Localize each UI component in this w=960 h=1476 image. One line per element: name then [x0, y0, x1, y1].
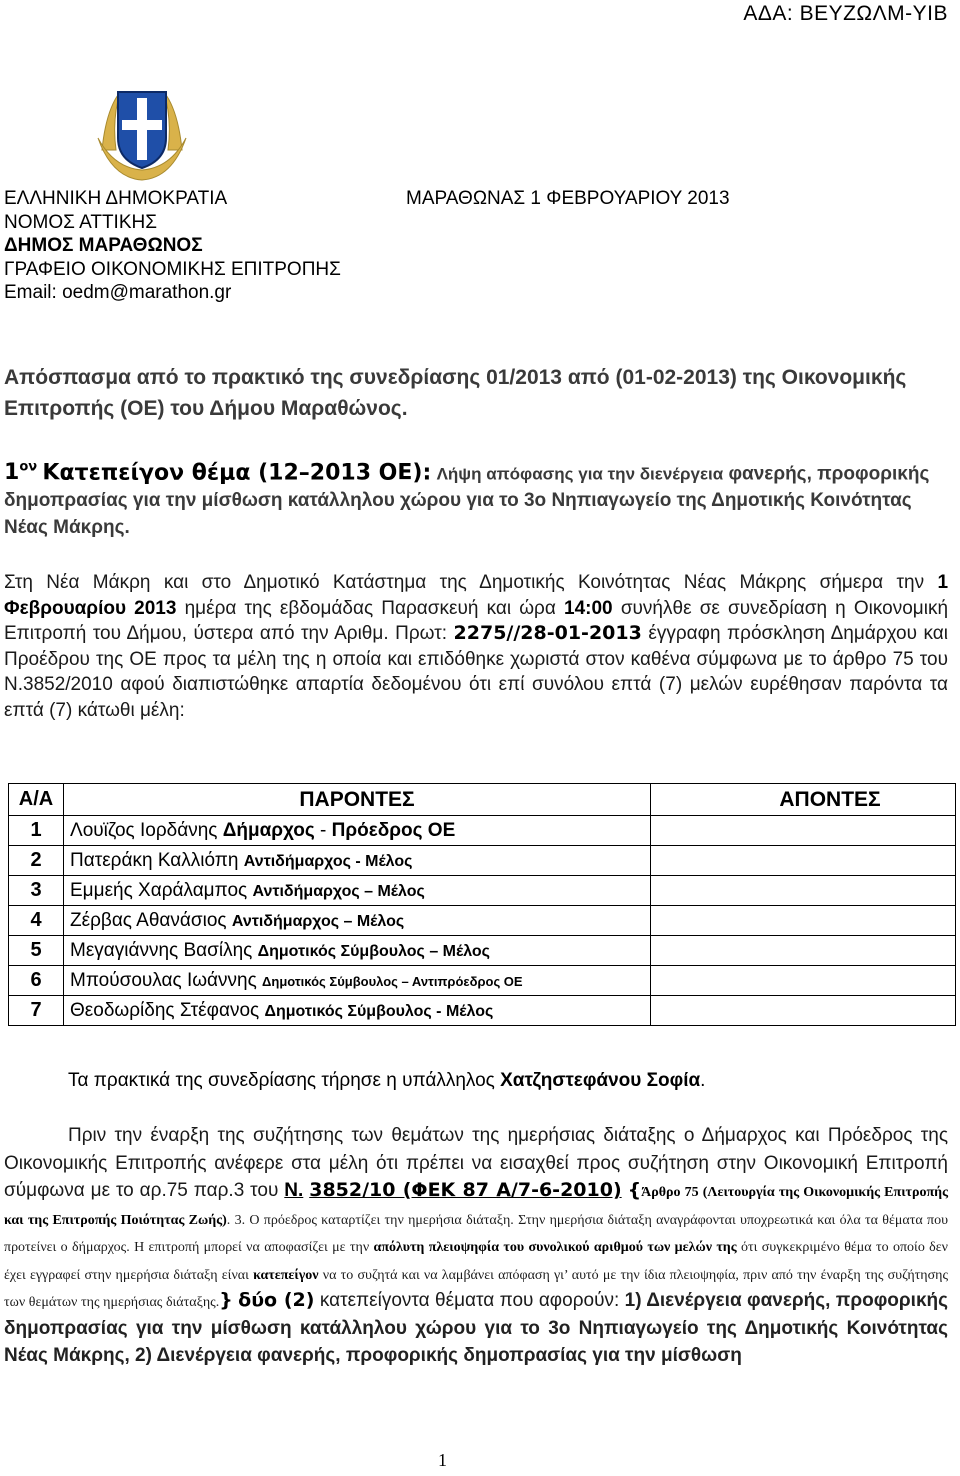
header-prefecture: ΝΟΜΟΣ ΑΤΤΙΚΗΣ	[4, 211, 157, 233]
protocol-number: 2275//28-01-2013	[453, 622, 642, 645]
table-row: 1 Λουϊζος Ιορδάνης Δήμαρχος - Πρόεδρος ΟΕ	[9, 816, 956, 846]
table-row: 3 Εμμεής Χαράλαμπος Αντιδήμαρχος – Μέλος	[9, 876, 956, 906]
col-aa: Α/Α	[9, 784, 64, 816]
attendance-table	[8, 783, 956, 1026]
law-reference: Ν.	[284, 1180, 304, 1201]
meeting-time: 14:00	[564, 597, 613, 619]
table-header-row	[9, 784, 956, 816]
header-republic: ΕΛΛΗΝΙΚΗ ΔΗΜΟΚΡΑΤΙΑ	[4, 188, 228, 209]
col-present: ΠΑΡΟΝΤΕΣ	[64, 784, 651, 816]
header-municipality: ΔΗΜΟΣ ΜΑΡΑΘΩΝΟΣ	[4, 235, 203, 256]
item-subject-first: Λήψη απόφασης για την διενέργεια	[436, 464, 724, 484]
excerpt-title: Απόσπασμα από το πρακτικό της συνεδρίασης 01/2013 από (01-02-2013) της Οικονομικής Επιτροπής (ΟΕ) του Δήμου Μαραθώνος.	[4, 366, 907, 420]
header-office: ΓΡΑΦΕΙΟ ΟΙΚΟΝΟΜΙΚΗΣ ΕΠΙΤΡΟΠΗΣ	[4, 258, 341, 280]
table-row: 7 Θεοδωρίδης Στέφανος Δημοτικός Σύμβουλος - Μέλος	[9, 996, 956, 1026]
document-date: ΜΑΡΑΘΩΝΑΣ 1 ΦΕΒΡΟΥΑΡΙΟΥ 2013	[406, 188, 730, 209]
table-row: 5 Μεγαγιάννης Βασίλης Δημοτικός Σύμβουλος – Μέλος	[9, 936, 956, 966]
table-row: 6 Μπούσουλας Ιωάννης Δημοτικός Σύμβουλος – Αντιπρόεδρος ΟΕ	[9, 966, 956, 996]
meeting-paragraph: Στη Νέα Μάκρη και στο Δημοτικό Κατάστημα της Δημοτικής Κοινότητας Νέας Μάκρης σήμερα την 1 Φεβρουαρίου 2013 ημέρα της εβδομάδας Παρασκευή και ώρα 14:00 συνήλθε σε συνεδρίαση η Οικονομική Επιτροπή του Δήμου, ύστερα από την Αριθμ. Πρωτ: 2275//28-01-2013 έγγραφη πρόσκληση Δημάρχου και Προέδρου της ΟΕ προς τα μέλη της η οποία και επιδόθηκε χωριστά στον καθένα σύμφωνα με το άρθρο 75 του Ν.3852/2010 αφού διαπιστώθηκε απαρτία δεδομένου ότι επί συνόλου επτά (7) μελών ευρέθησαν παρόντα τα επτά (7) κάτωθι μέλη:	[4, 572, 949, 721]
meeting-date: 1 Φεβρουαρίου 2013	[4, 572, 949, 619]
minutes-keeper-name: Χατζηστεφάνου Σοφία	[500, 1070, 701, 1091]
item-subject-rest: φανερής, προφορικής δημοπρασίας για την μίσθωση κατάλληλου χώρου για το 3ο Νηπιαγωγείο της Δημοτικής Κοινότητας Νέας Μάκρης.	[4, 463, 930, 539]
agenda-item-heading	[4, 454, 952, 541]
urgent-intro-paragraph: Πριν την έναρξη της συζήτησης των θεμάτων της ημερήσιας διάταξης ο Δήμαρχος και Πρόεδρος της Οικονομικής Επιτροπής ανέφερε στα μέλη ότι πρέπει να εισαχθεί προς συζήτηση στην Οικονομική Επιτροπή σύμφωνα με το αρ.75 παρ.3 του Ν. 3852/10 (ΦΕΚ 87 Α/7-6-2010) {Άρθρο 75 (Λειτουργία της Οικονομικής Επιτροπής και της Επιτροπής Ποιότητας Ζωής). 3. Ο πρόεδρος καταρτίζει την ημερήσια διάταξη. Στην ημερήσια διάταξη αναγράφονται υποχρεωτικά και όλα τα θέματα που προτείνει ο δήμαρχος. Η επιτροπή μπορεί να αποφασίζει με την απόλυτη πλειοψηφία του συνολικού αριθμού των μελών της ότι συγκεκριμένο θέμα το οποίο δεν έχει εγγραφεί στην ημερήσια διάταξη είναι κατεπείγον να το συζητά και να λαμβάνει απόφαση γι’ αυτό με την ίδια πλειοψηφία, πριν από την έναρξη της συζήτησης των θεμάτων της ημερήσιας διάταξης.} δύο (2) κατεπείγοντα θέματα που αφορούν: 1) Διενέργεια φανερής, προφορικής δημοπρασίας για την μίσθωση κατάλληλου χώρου για το 3ο Νηπιαγωγείο της Δημοτικής Κοινότητας Νέας Μάκρης, 2) Διενέργεια φανερής, προφορικής δημοπρασίας για την μίσθωση	[4, 1125, 949, 1366]
header-email: Email: oedm@marathon.gr	[4, 282, 232, 303]
ada-code: ΑΔΑ: ΒΕΥΖΩΛΜ-ΥΙΒ	[743, 2, 948, 25]
col-absent: ΑΠΟΝΤΕΣ	[651, 784, 956, 816]
table-row: 4 Ζέρβας Αθανάσιος Αντιδήμαρχος – Μέλος	[9, 906, 956, 936]
table-row: 2 Πατεράκη Καλλιόπη Αντιδήμαρχος - Μέλος	[9, 846, 956, 876]
issuer-header	[4, 187, 341, 305]
item-urgent-label: Κατεπείγον θέμα (12–2013 ΟΕ):	[42, 460, 432, 486]
urgent-count: δύο (2)	[238, 1289, 315, 1311]
urgent-subjects: 1) Διενέργεια φανερής, προφορικής δημοπρασίας για την μίσθωση κατάλληλου χώρου για το 3ο Νηπιαγωγείο της Δημοτικής Κοινότητας Νέας Μάκρης, 2) Διενέργεια φανερής, προφορικής δημοπρασίας για την μίσθωση	[4, 1290, 949, 1366]
item-number: $1^{o\nu}$	[4, 460, 38, 486]
page-number: 1	[438, 1450, 447, 1470]
minutes-keeper: Τα πρακτικά της συνεδρίασης τήρησε η υπάλληλος Χατζηστεφάνου Σοφία.	[68, 1070, 706, 1091]
greek-coat-of-arms-icon	[92, 80, 192, 182]
